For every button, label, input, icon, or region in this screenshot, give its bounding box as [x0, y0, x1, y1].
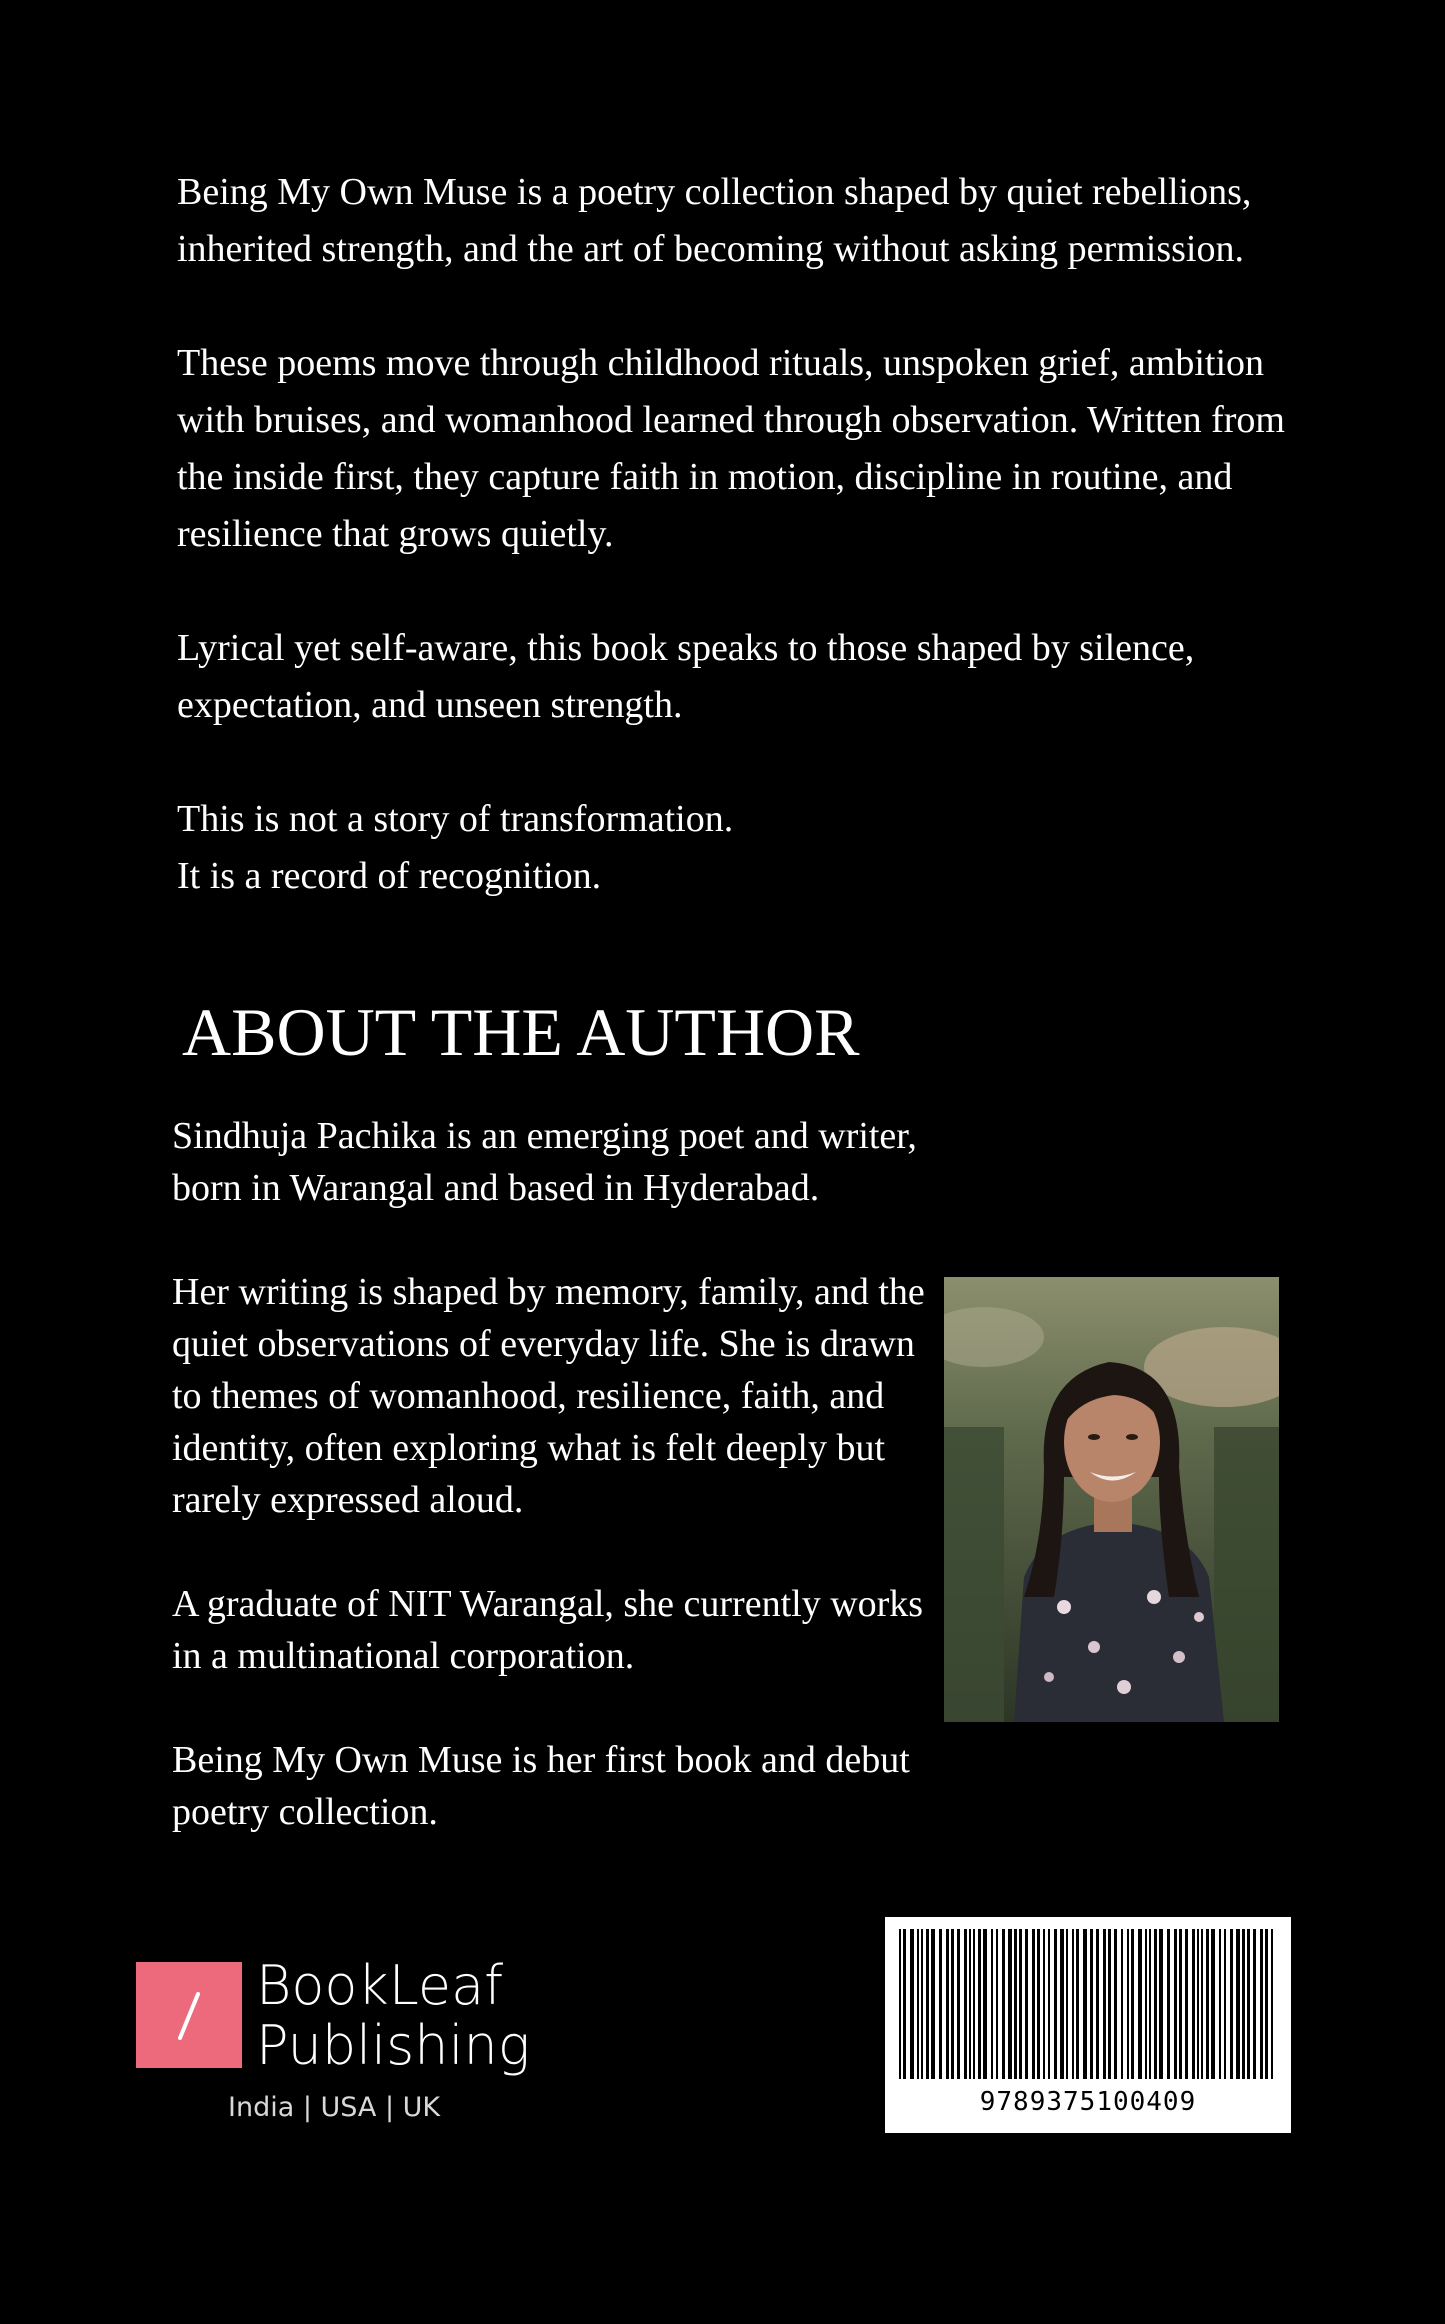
publisher-logo-block: [136, 1954, 556, 2142]
blurb-paragraph-3: Lyrical yet self-aware, this book speaks to those shaped by silence, expectation, and unseen strength.: [177, 627, 1195, 726]
blurb-paragraph-1: Being My Own Muse is a poetry collection shaped by quiet rebellions, inherited strength, and the art of becoming without asking permission.: [177, 171, 1252, 270]
publisher-name: [256, 1956, 530, 2076]
publisher-name-line-2: Publishing: [256, 2014, 531, 2077]
isbn-number: 9789375100409: [979, 2087, 1197, 2117]
bio-paragraph-1: Sindhuja Pachika is an emerging poet and writer, born in Warangal and based in Hyderabad.: [172, 1115, 917, 1209]
blurb-paragraph-2: These poems move through childhood rituals, unspoken grief, ambition with bruises, and womanhood learned through observation. Written from the inside first, they capture faith in motion, discipline in routine, and resilience that grows quietly.: [177, 342, 1285, 555]
about-author-heading: ABOUT THE AUTHOR: [182, 994, 860, 1070]
bio-paragraph-3: A graduate of NIT Warangal, she currently works in a multinational corporation.: [172, 1583, 924, 1677]
blurb-closing-line-1: This is not a story of transformation.: [177, 798, 734, 840]
publisher-regions: India | USA | UK: [228, 2092, 441, 2123]
blurb-closing: [177, 791, 1307, 905]
author-photo: [944, 1277, 1279, 1722]
isbn-barcode: [885, 1917, 1291, 2133]
back-cover-blurb: [177, 164, 1307, 905]
publisher-name-line-1: BookLeaf: [256, 1954, 504, 2017]
bookleaf-logo-icon: [136, 1962, 242, 2068]
author-bio: [172, 1110, 932, 1838]
blurb-closing-line-2: It is a record of recognition.: [177, 855, 602, 897]
bio-paragraph-2: Her writing is shaped by memory, family, and the quiet observations of everyday life. She is drawn to themes of womanhood, resilience, faith, and identity, often exploring what is felt deeply but rarely expressed aloud.: [172, 1271, 925, 1521]
bio-paragraph-4: Being My Own Muse is her first book and debut poetry collection.: [172, 1739, 910, 1833]
